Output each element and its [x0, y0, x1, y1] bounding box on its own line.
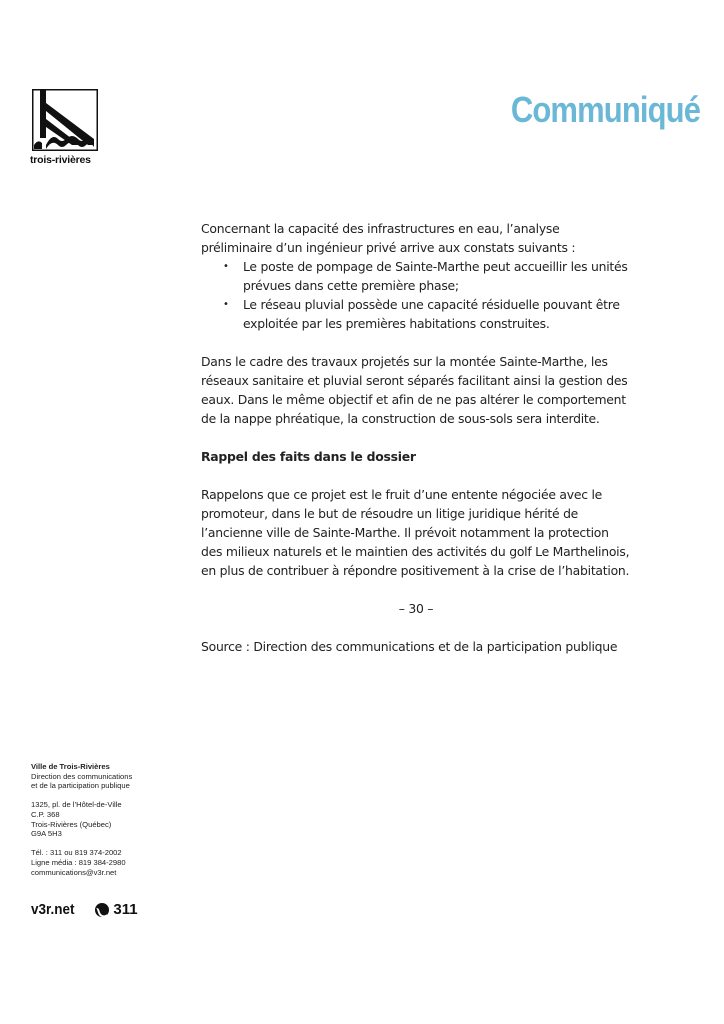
footer-address-line1: 1325, pl. de l’Hôtel-de-Ville	[31, 800, 122, 810]
findings-list	[201, 257, 631, 333]
bullet-icon: •	[223, 299, 229, 310]
list-item	[201, 257, 631, 295]
footer-address-line4: G9A 5H3	[31, 829, 62, 839]
trois-rivieres-logo	[32, 89, 98, 151]
footer-media-line: Ligne média : 819 384-2980	[31, 857, 126, 867]
intro-paragraph: Concernant la capacité des infrastructures en eau, l’analyse préliminaire d’un ingénieur privé arrive aux constats suivants :	[201, 221, 576, 255]
website-link[interactable]: v3r.net	[31, 901, 75, 918]
press-release-body	[201, 219, 631, 656]
bullet-icon: •	[223, 261, 229, 272]
background-paragraph: Rappelons que ce projet est le fruit d’une entente négociée avec le promoteur, dans le but de résoudre un litige juridique hérité de l’ancienne ville de Sainte-Marthe. Il prévoit notamment la protection des milieux naturels et le maintien des activités du golf Le Marthelinois, en plus de contribuer à répondre positivement à la crise de l’habitation.	[201, 487, 630, 578]
footer-org: Ville de Trois-Rivières	[31, 762, 110, 771]
document-type-heading: Communiqué	[510, 89, 701, 130]
footer-contact	[31, 762, 181, 877]
source-line: Source : Direction des communications et de la participation publique	[201, 639, 618, 654]
phone-number: 311	[113, 901, 138, 918]
end-mark: – 30 –	[398, 601, 434, 616]
footer-address-line2: C.P. 368	[31, 809, 60, 819]
logo-wordmark: trois-rivières	[30, 154, 91, 166]
list-item-text: Le poste de pompage de Sainte-Marthe peut accueillir les unités prévues dans cette première phase;	[243, 259, 628, 293]
footer-email[interactable]: communications@v3r.net	[31, 867, 117, 877]
footer-links	[31, 901, 138, 918]
footer-address-line3: Trois-Rivières (Québec)	[31, 819, 112, 829]
works-paragraph: Dans le cadre des travaux projetés sur la montée Sainte-Marthe, les réseaux sanitaire et pluvial seront séparés facilitant ainsi la gestion des eaux. Dans le même objectif et afin de ne pas altérer le comportement de la nappe phréatique, la construction de sous-sols sera interdite.	[201, 354, 628, 426]
footer-dept-line2: et de la participation publique	[31, 781, 130, 791]
phone-311[interactable]	[95, 901, 137, 918]
phone-icon	[95, 903, 109, 917]
section-subheading: Rappel des faits dans le dossier	[201, 449, 416, 464]
list-item	[201, 295, 631, 333]
footer-dept-line1: Direction des communications	[31, 771, 133, 781]
list-item-text: Le réseau pluvial possède une capacité résiduelle pouvant être exploitée par les premières habitations construites.	[243, 297, 620, 331]
footer-phone: Tél. : 311 ou 819 374-2002	[31, 848, 122, 858]
